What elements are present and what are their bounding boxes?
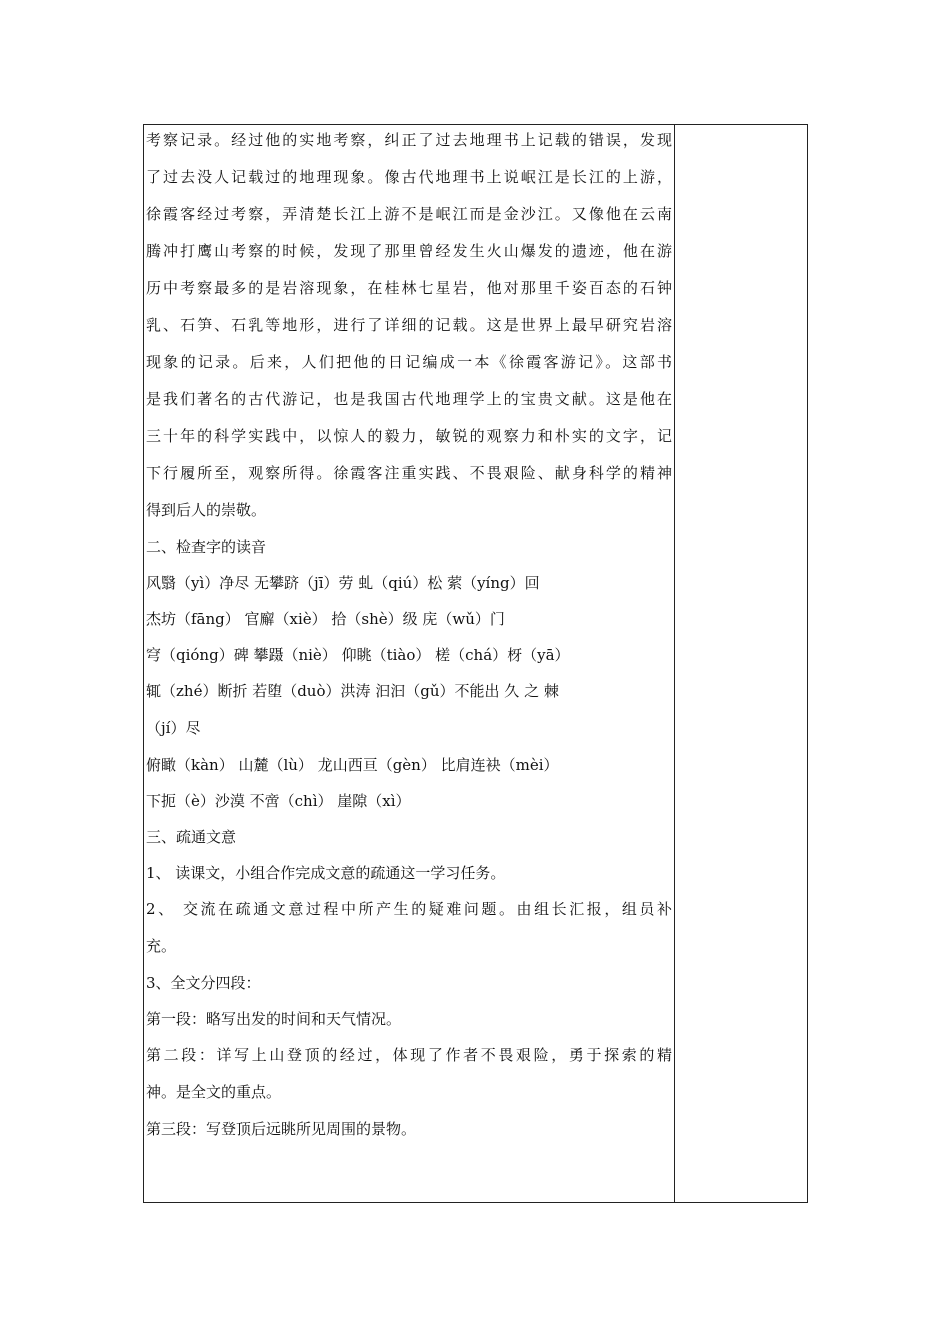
pronunciation-line: 辄（zhé）断折 若堕（duò）洪涛 汩汩（gǔ）不能出 久 之 棘: [146, 682, 559, 700]
text-line: 了过去没人记载过的地理现象。像古代地理书上说岷江是长江的上游，: [146, 168, 672, 186]
pronunciation-line: （jí）尽: [146, 719, 201, 737]
content-table: [143, 124, 808, 1203]
paragraph-summary: 第二段：详写上山登顶的经过，体现了作者不畏艰险，勇于探索的精: [146, 1046, 672, 1064]
section-heading: 三、疏通文意: [146, 828, 237, 846]
text-line: 徐霞客经过考察，弄清楚长江上游不是岷江而是金沙江。又像他在云南: [146, 205, 672, 223]
pronunciation-line: 风翳（yì）净尽 无攀跻（jī）劳 虬（qiú）松 萦（yíng）回: [146, 574, 540, 592]
pronunciation-line: 穹（qióng）碑 攀蹑（niè） 仰眺（tiào） 槎（chá）枒（yā）: [146, 646, 570, 664]
notes-cell: [675, 125, 807, 1202]
paragraph-summary: 神。是全文的重点。: [146, 1083, 282, 1101]
list-item: 2、 交流在疏通文意过程中所产生的疑难问题。由组长汇报，组员补: [146, 900, 672, 918]
list-item: 充。: [146, 937, 177, 955]
section-heading: 二、检查字的读音: [146, 538, 267, 556]
text-line: 考察记录。经过他的实地考察，纠正了过去地理书上记载的错误，发现: [146, 131, 672, 149]
text-line: 三十年的科学实践中，以惊人的毅力，敏锐的观察力和朴实的文字，记: [146, 427, 672, 445]
text-line: 下行履所至，观察所得。徐霞客注重实践、不畏艰险、献身科学的精神: [146, 464, 672, 482]
list-item: 3、全文分四段：: [146, 974, 261, 992]
text-line: 得到后人的崇敬。: [146, 501, 267, 519]
paragraph-summary: 第三段：写登顶后远眺所见周围的景物。: [146, 1120, 417, 1138]
paragraph-summary: 第一段：略写出发的时间和天气情况。: [146, 1010, 402, 1028]
main-text-cell: [144, 125, 675, 1202]
text-line: 乳、石笋、石乳等地形，进行了详细的记载。这是世界上最早研究岩溶: [146, 316, 672, 334]
pronunciation-line: 杰坊（fāng） 官廨（xiè） 拾（shè）级 庑（wǔ）门: [146, 610, 505, 628]
text-line: 历中考察最多的是岩溶现象，在桂林七星岩，他对那里千姿百态的石钟: [146, 279, 672, 297]
list-item: 1、 读课文，小组合作完成文意的疏通这一学习任务。: [146, 864, 506, 882]
text-line: 现象的记录。后来，人们把他的日记编成一本《徐霞客游记》。这部书: [146, 353, 672, 371]
text-line: 腾冲打鹰山考察的时候，发现了那里曾经发生火山爆发的遗迹，他在游: [146, 242, 672, 260]
pronunciation-line: 下扼（è）沙漠 不啻（chì） 崖隙（xì）: [146, 792, 411, 810]
pronunciation-line: 俯瞰（kàn） 山麓（lù） 龙山西亘（gèn） 比肩连袂（mèi）: [146, 756, 559, 774]
text-line: 是我们著名的古代游记，也是我国古代地理学上的宝贵文献。这是他在: [146, 390, 672, 408]
